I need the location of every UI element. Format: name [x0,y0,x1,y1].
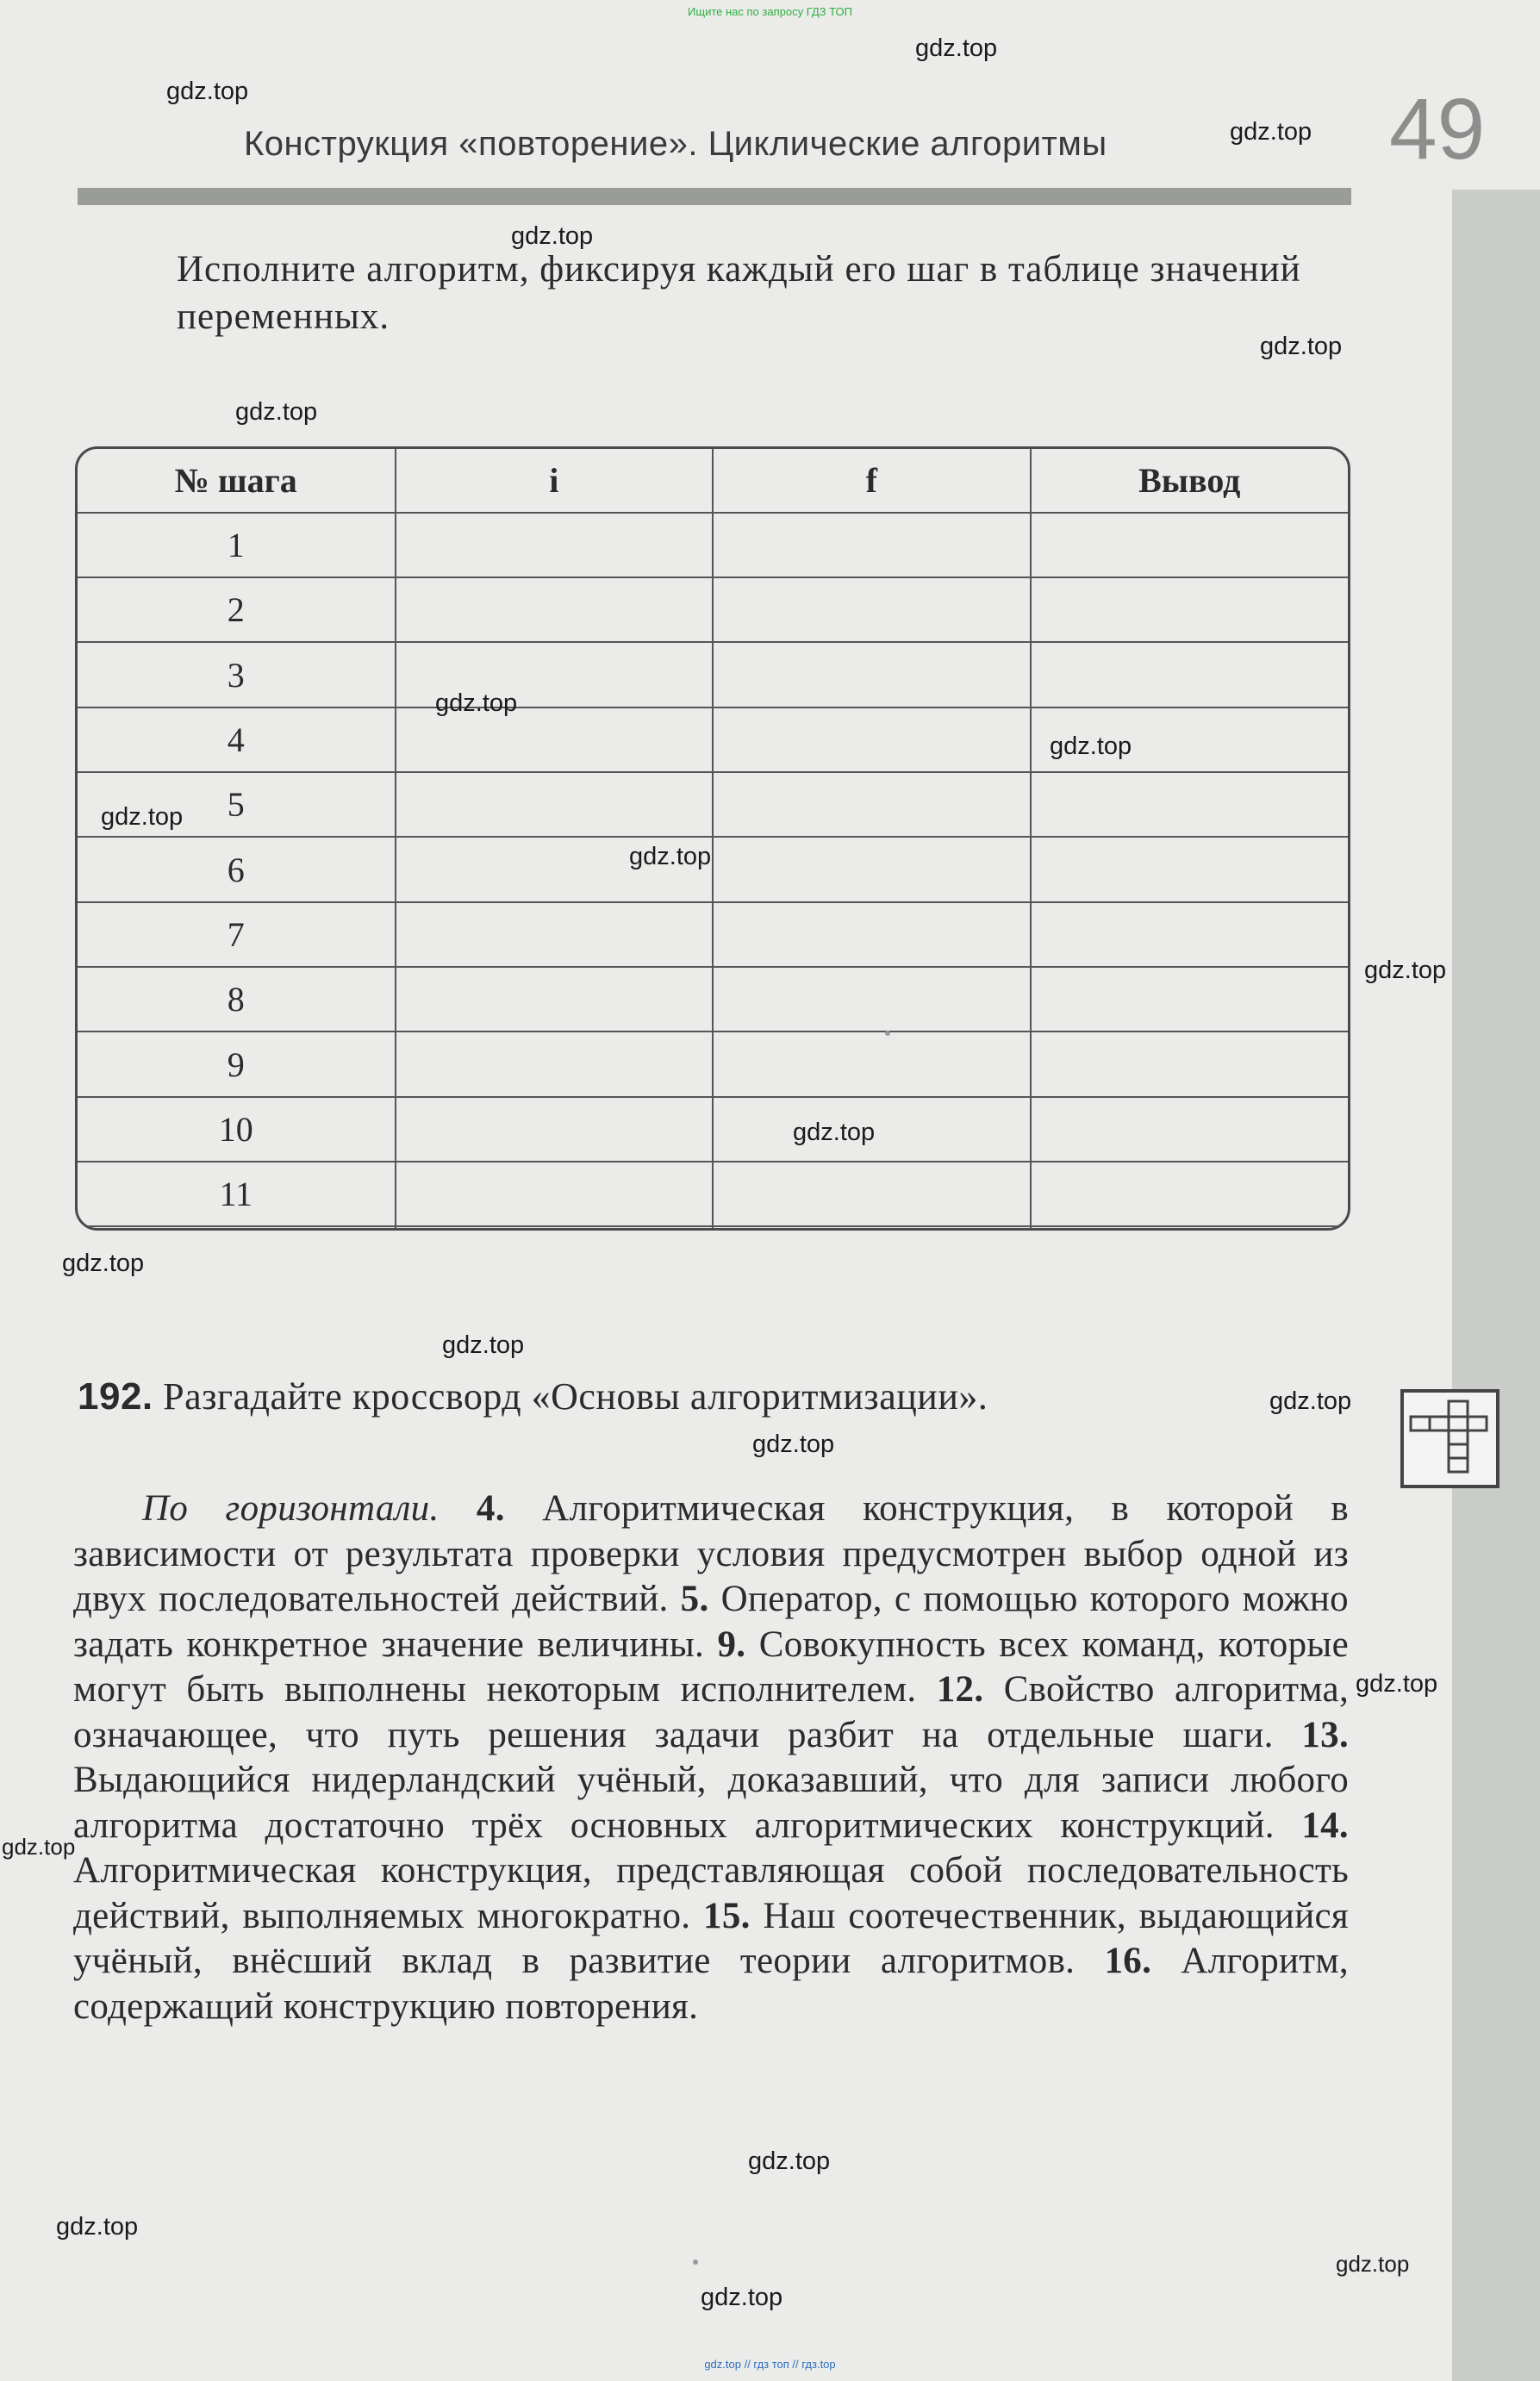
i-cell [396,1097,714,1162]
clue-text: Алгоритм, содержащий конструкцию повторения. [73,1941,1349,2027]
table-row [78,837,1348,901]
clue-text: Алгоритмическая конструкция, в которой в зависимости от результата проверки условия предусмотрен выбор одной из двух последовательностей действий. [73,1488,1349,1619]
watermark: gdz.top [166,78,249,105]
step-cell: 4 [78,707,396,772]
clue-number: 14. [1301,1804,1349,1846]
top-note: Ищите нас по запросу ГДЗ ТОП [688,5,852,18]
watermark: gdz.top [1260,333,1343,360]
f-cell [713,1032,1031,1096]
table-row [78,902,1348,967]
clue-number: 15. [703,1895,751,1936]
output-cell [1031,772,1349,837]
page-number: 49 [1389,81,1486,178]
f-cell [713,837,1031,901]
watermark: gdz.top [1230,118,1312,146]
step-cell: 11 [78,1162,396,1226]
watermark: gdz.top [915,34,998,62]
f-cell [713,577,1031,642]
watermark: gdz.top [629,843,712,870]
i-cell [396,577,714,642]
watermark: gdz.top [1269,1387,1352,1415]
output-cell [1031,1032,1349,1096]
table-row [78,642,1348,707]
i-cell [396,772,714,837]
task-text: Разгадайте кроссворд «Основы алгоритмизации». [163,1375,988,1418]
step-cell: 5 [78,772,396,837]
output-cell [1031,1226,1349,1228]
clue-text: Наш соотечественник, выдающийся учёный, внёсший вклад в развитие теории алгоритмов. [73,1895,1349,1981]
table-row [78,967,1348,1032]
watermark: gdz.top [752,1430,835,1458]
speck [693,2259,698,2265]
table-row [78,1162,1348,1226]
step-cell: 10 [78,1097,396,1162]
i-cell [396,967,714,1032]
crossword-icon-graphic [1404,1393,1496,1485]
watermark: gdz.top [442,1331,525,1359]
clue-text: Оператор, с помощью которого можно задать конкретное значение величины. [73,1579,1349,1665]
step-cell: 1 [78,513,396,577]
watermark: gdz.top [1336,2251,1410,2277]
step-cell: 8 [78,967,396,1032]
i-cell [396,902,714,967]
clue-text: Выдающийся нидерландский учёный, доказавший, что для записи любого алгоритма достаточно трёх основных алгоритмических конструкций. [73,1760,1349,1846]
f-cell [713,1162,1031,1226]
table-row [78,707,1348,772]
step-cell: 6 [78,837,396,901]
output-cell [1031,902,1349,967]
table-row [78,577,1348,642]
table-row [78,1226,1348,1228]
output-cell [1031,1097,1349,1162]
table-header-row [78,449,1348,513]
intro-text: Исполните алгоритм, фиксируя каждый его шаг в таблице значений переменных. [177,249,1301,337]
output-cell [1031,513,1349,577]
watermark: gdz.top [748,2147,831,2175]
clue-number: 5. [680,1579,709,1619]
step-cell: 9 [78,1032,396,1096]
table-row [78,513,1348,577]
output-cell [1031,967,1349,1032]
step-cell: 2 [78,577,396,642]
crossword-icon [1400,1389,1499,1488]
i-cell [396,513,714,577]
watermark: gdz.top [56,2213,139,2241]
clues-paragraph [73,1487,1349,2029]
clue-number: 12. [936,1669,984,1710]
watermark: gdz.top [435,689,518,717]
f-cell [713,1226,1031,1228]
i-cell [396,1162,714,1226]
clues-heading: По горизонтали. [142,1488,440,1529]
bottom-note: gdz.top // гдз топ // гдз.top [704,2358,836,2371]
col-output: Вывод [1031,449,1349,513]
side-strip [1452,190,1540,2381]
clue-text: Совокупность всех команд, которые могут быть выполнены некоторым исполнителем. [73,1624,1349,1710]
watermark: gdz.top [701,2284,783,2311]
col-f: f [713,449,1031,513]
f-cell [713,513,1031,577]
watermark: gdz.top [511,222,594,250]
i-cell [396,1032,714,1096]
col-step: № шага [78,449,396,513]
watermark: gdz.top [235,398,318,426]
f-cell [713,902,1031,967]
watermark: gdz.top [1050,732,1132,760]
table-row [78,1097,1348,1162]
section-header: Конструкция «повторение». Циклические алгоритмы [244,125,1107,163]
step-cell [78,1226,396,1228]
table-row [78,772,1348,837]
f-cell [713,772,1031,837]
clue-text: Свойство алгоритма, означающее, что путь решения задачи разбит на отдельные шаги. [73,1669,1349,1755]
header-rule [78,188,1351,205]
watermark: gdz.top [2,1834,76,1860]
speck [885,1031,890,1036]
trace-table-frame [75,446,1350,1231]
task-number: 192. [78,1375,153,1418]
table-row [78,1032,1348,1096]
trace-table [78,449,1348,1228]
watermark: gdz.top [101,803,184,831]
clue-number: 16. [1104,1941,1152,1981]
clue-text: Алгоритмическая конструкция, представляющая собой последовательность действий, выполняемых многократно. [73,1850,1349,1936]
i-cell [396,1226,714,1228]
task-192 [78,1374,988,1418]
output-cell [1031,1162,1349,1226]
clue-number: 9. [717,1624,746,1665]
col-i: i [396,449,714,513]
step-cell: 7 [78,902,396,967]
watermark: gdz.top [1356,1670,1438,1698]
clue-number: 13. [1301,1714,1349,1755]
watermark: gdz.top [793,1119,876,1146]
watermark: gdz.top [1364,957,1447,984]
output-cell [1031,642,1349,707]
step-cell: 3 [78,642,396,707]
output-cell [1031,577,1349,642]
f-cell [713,642,1031,707]
watermark: gdz.top [62,1250,145,1277]
f-cell [713,707,1031,772]
output-cell [1031,837,1349,901]
f-cell [713,967,1031,1032]
clue-number: 4. [476,1488,505,1529]
